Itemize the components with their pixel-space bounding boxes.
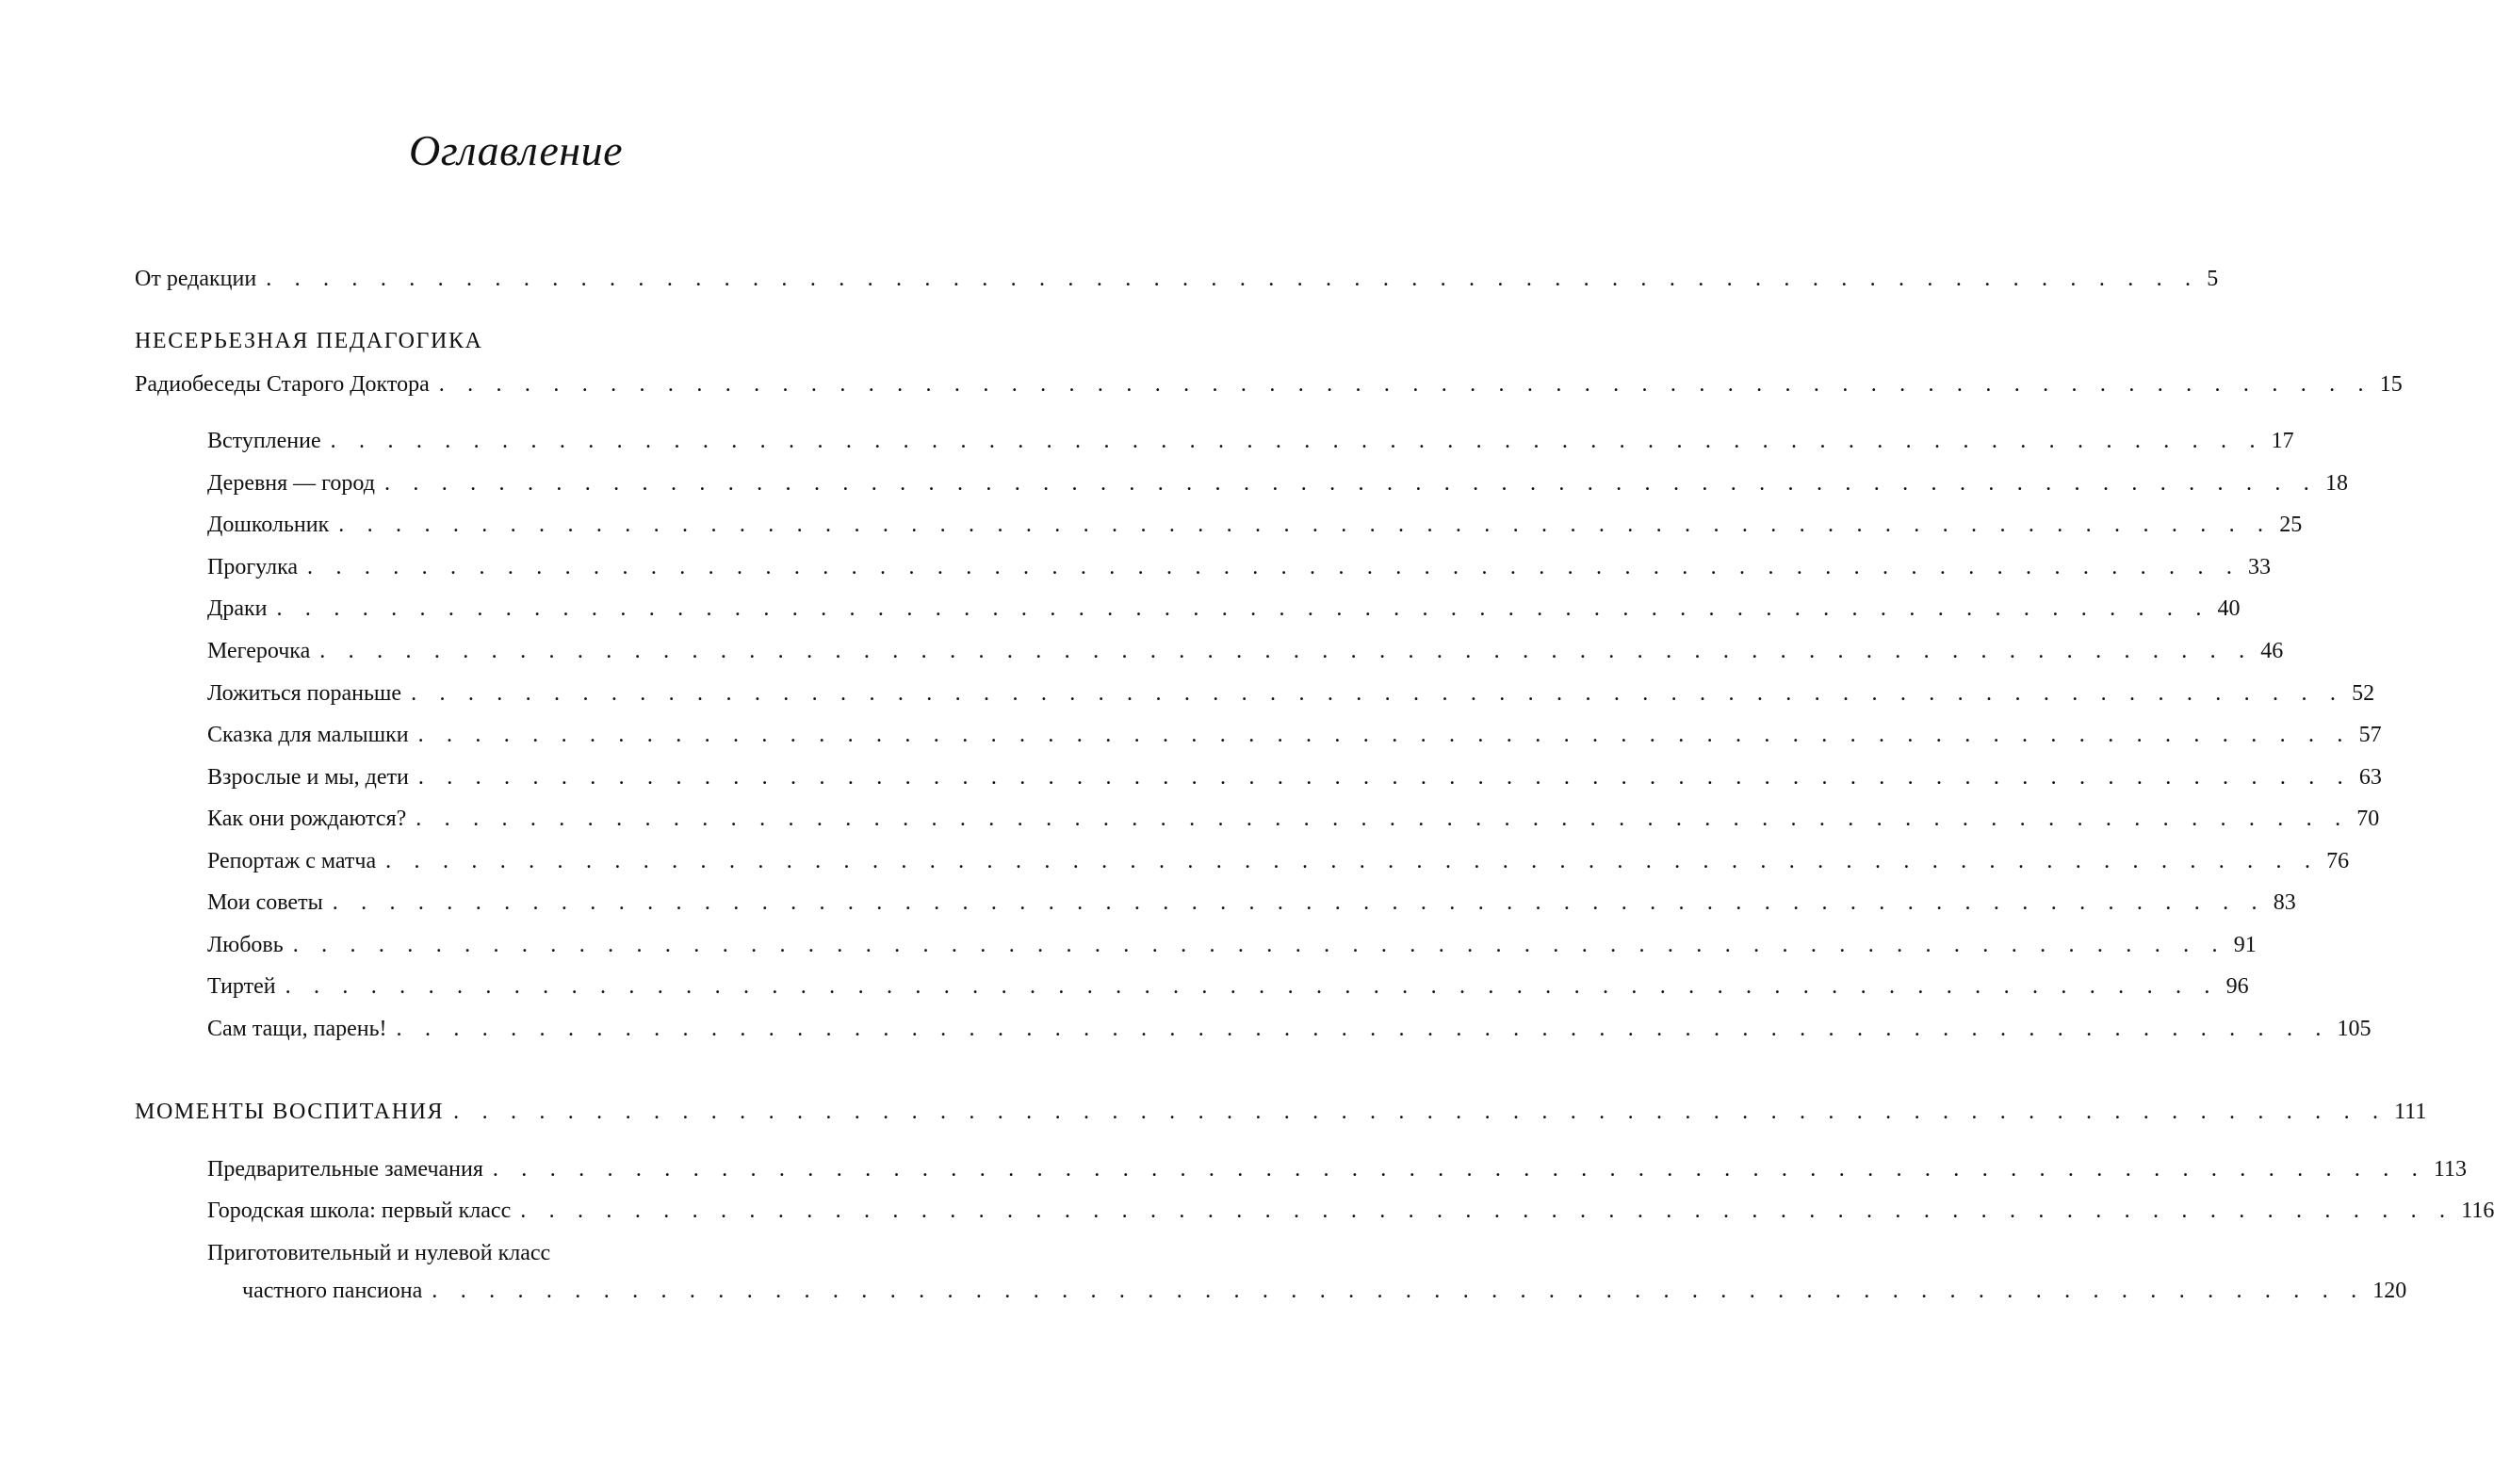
toc-entry[interactable] [207, 846, 2350, 876]
toc-entry[interactable] [207, 594, 2241, 624]
toc-entry-label: Тиртей [207, 974, 276, 999]
toc-entry[interactable] [207, 971, 2249, 1002]
section-heading-part1: НЕСЕРЬЕЗНАЯ ПЕДАГОГИКА [135, 329, 483, 353]
toc-entry[interactable] [207, 720, 2382, 750]
leader-dots: . . . . . . . . . . . . . . . . . . . . . . . . . . . . . . . . . . . . . . . . . . . . . . . . . . . . . . . . . . . . . . . . . . . . [492, 1157, 2426, 1182]
toc-entry-label: Любовь [207, 933, 284, 957]
toc-entry-page: 113 [2433, 1157, 2468, 1182]
toc-entry-label: Городская школа: первый класс [207, 1199, 512, 1223]
leader-dots: . . . . . . . . . . . . . . . . . . . . . . . . . . . . . . . . . . . . . . . . . . . . . . . . . . . . . . . . . . . . . . . . . . . . [438, 372, 2372, 397]
toc-entry-label: Репортаж с матча [207, 849, 377, 873]
leader-dots: . . . . . . . . . . . . . . . . . . . . . . . . . . . . . . . . . . . . . . . . . . . . . . . . . . . . . . . . . . . . . . . . . . . . [292, 933, 2226, 957]
toc-entry-label: Прогулка [207, 555, 299, 579]
toc-entry-label: От редакции [135, 267, 257, 291]
toc-entry-page: 105 [2337, 1017, 2372, 1041]
leader-dots: . . . . . . . . . . . . . . . . . . . . . . . . . . . . . . . . . . . . . . . . . . . . . . . . . . . . . . . . . . . . . . . . . . . . [432, 1279, 2366, 1303]
toc-entry-foreword[interactable] [135, 264, 2219, 294]
toc-entry-label: Сам тащи, парень! [207, 1017, 387, 1041]
toc-entry[interactable] [207, 468, 2348, 498]
leader-dots: . . . . . . . . . . . . . . . . . . . . . . . . . . . . . . . . . . . . . . . . . . . . . . . . . . . . . . . . . . . . . . . . . . . . [411, 681, 2345, 706]
toc-entry-page: 120 [2372, 1279, 2407, 1303]
toc-entry-page: 52 [2352, 681, 2375, 706]
toc-entry-label: Дошкольник [207, 513, 330, 537]
leader-dots: . . . . . . . . . . . . . . . . . . . . . . . . . . . . . . . . . . . . . . . . . . . . . . . . . . . . . . . . . . . . . . . . . . . . [332, 890, 2266, 915]
toc-entry-label: Мои советы [207, 890, 323, 915]
toc-entry[interactable] [207, 426, 2294, 456]
toc-entry-page: 15 [2379, 372, 2403, 397]
toc-entry[interactable] [207, 678, 2375, 709]
toc-entry-multiline-first[interactable]: Приготовительный и нулевой класс [207, 1241, 551, 1265]
toc-entry[interactable] [207, 636, 2284, 666]
toc-entry[interactable] [207, 762, 2382, 792]
toc-entry[interactable] [207, 1014, 2372, 1044]
toc-entry-label: Деревня — город [207, 471, 375, 496]
leader-dots: . . . . . . . . . . . . . . . . . . . . . . . . . . . . . . . . . . . . . . . . . . . . . . . . . . . . . . . . . . . . . . . . . . . . [338, 513, 2273, 537]
toc-entry-group[interactable] [135, 369, 2403, 400]
toc-entry-page: 17 [2271, 429, 2294, 453]
toc-entry-label: Драки [207, 596, 268, 621]
toc-entry[interactable] [207, 1196, 2494, 1226]
toc-entry-page: 70 [2356, 807, 2380, 831]
toc-entry-label: Взрослые и мы, дети [207, 765, 409, 790]
page-title: Оглавление [408, 126, 623, 174]
section-heading-part2: МОМЕНТЫ ВОСПИТАНИЯ [135, 1100, 445, 1124]
toc-entry[interactable] [207, 510, 2303, 540]
leader-dots: . . . . . . . . . . . . . . . . . . . . . . . . . . . . . . . . . . . . . . . . . . . . . . . . . . . . . . . . . . . . . . . . . . . . [266, 267, 2200, 291]
toc-entry-page: 116 [2461, 1199, 2494, 1223]
toc-entry-page: 83 [2273, 890, 2296, 915]
toc-entry[interactable] [207, 1154, 2468, 1184]
toc-entry-page: 76 [2326, 849, 2350, 873]
leader-dots: . . . . . . . . . . . . . . . . . . . . . . . . . . . . . . . . . . . . . . . . . . . . . . . . . . . . . . . . . . . . . . . . . . . . [285, 974, 2219, 999]
leader-dots: . . . . . . . . . . . . . . . . . . . . . . . . . . . . . . . . . . . . . . . . . . . . . . . . . . . . . . . . . . . . . . . . . . . . [385, 849, 2320, 873]
toc-entry-page: 111 [2394, 1100, 2427, 1124]
leader-dots: . . . . . . . . . . . . . . . . . . . . . . . . . . . . . . . . . . . . . . . . . . . . . . . . . . . . . . . . . . . . . . . . . . . . [276, 596, 2210, 621]
toc-entry-label: Радиобеседы Старого Доктора [135, 372, 430, 397]
toc-entry-part2[interactable] [135, 1097, 2427, 1127]
toc-entry-label: Как они рождаются? [207, 807, 407, 831]
toc-entry-page: 18 [2324, 471, 2348, 496]
leader-dots: . . . . . . . . . . . . . . . . . . . . . . . . . . . . . . . . . . . . . . . . . . . . . . . . . . . . . . . . . . . . . . . . . . . . [319, 639, 2254, 663]
toc-entry[interactable] [207, 804, 2380, 834]
toc-entry-label: Вступление [207, 429, 321, 453]
toc-entry-label: Сказка для малышки [207, 723, 409, 747]
toc-entry-label: Мегерочка [207, 639, 311, 663]
leader-dots: . . . . . . . . . . . . . . . . . . . . . . . . . . . . . . . . . . . . . . . . . . . . . . . . . . . . . . . . . . . . . . . . . . . . [330, 429, 2264, 453]
toc-entry-page: 57 [2358, 723, 2382, 747]
toc-entry[interactable] [207, 888, 2296, 918]
toc-entry-page: 63 [2358, 765, 2382, 790]
leader-dots: . . . . . . . . . . . . . . . . . . . . . . . . . . . . . . . . . . . . . . . . . . . . . . . . . . . . . . . . . . . . . . . . . . . . [417, 723, 2352, 747]
leader-dots: . . . . . . . . . . . . . . . . . . . . . . . . . . . . . . . . . . . . . . . . . . . . . . . . . . . . . . . . . . . . . . . . . . . . [417, 765, 2352, 790]
toc-entry[interactable] [207, 930, 2257, 960]
toc-entry-label: Ложиться пораньше [207, 681, 402, 706]
leader-dots: . . . . . . . . . . . . . . . . . . . . . . . . . . . . . . . . . . . . . . . . . . . . . . . . . . . . . . . . . . . . . . . . . . . . [396, 1017, 2330, 1041]
toc-entry-page: 25 [2279, 513, 2303, 537]
toc-entry-multiline-second[interactable] [242, 1276, 2407, 1306]
toc-entry-page: 91 [2233, 933, 2257, 957]
leader-dots: . . . . . . . . . . . . . . . . . . . . . . . . . . . . . . . . . . . . . . . . . . . . . . . . . . . . . . . . . . . . . . . . . . . . [520, 1199, 2454, 1223]
toc-entry-page: 40 [2217, 596, 2241, 621]
leader-dots: . . . . . . . . . . . . . . . . . . . . . . . . . . . . . . . . . . . . . . . . . . . . . . . . . . . . . . . . . . . . . . . . . . . . [383, 471, 2318, 496]
toc-entry-page: 33 [2248, 555, 2272, 579]
toc-entry[interactable] [207, 552, 2272, 582]
leader-dots: . . . . . . . . . . . . . . . . . . . . . . . . . . . . . . . . . . . . . . . . . . . . . . . . . . . . . . . . . . . . . . . . . . . . [416, 807, 2350, 831]
toc-entry-label: Предварительные замечания [207, 1157, 483, 1182]
toc-entry-label: частного пансиона [242, 1279, 423, 1303]
toc-entry-page: 5 [2207, 267, 2219, 291]
toc-entry-page: 46 [2260, 639, 2284, 663]
toc-entry-page: 96 [2225, 974, 2249, 999]
leader-dots: . . . . . . . . . . . . . . . . . . . . . . . . . . . . . . . . . . . . . . . . . . . . . . . . . . . . . . . . . . . . . . . . . . . . [453, 1100, 2388, 1124]
leader-dots: . . . . . . . . . . . . . . . . . . . . . . . . . . . . . . . . . . . . . . . . . . . . . . . . . . . . . . . . . . . . . . . . . . . . [307, 555, 2241, 579]
